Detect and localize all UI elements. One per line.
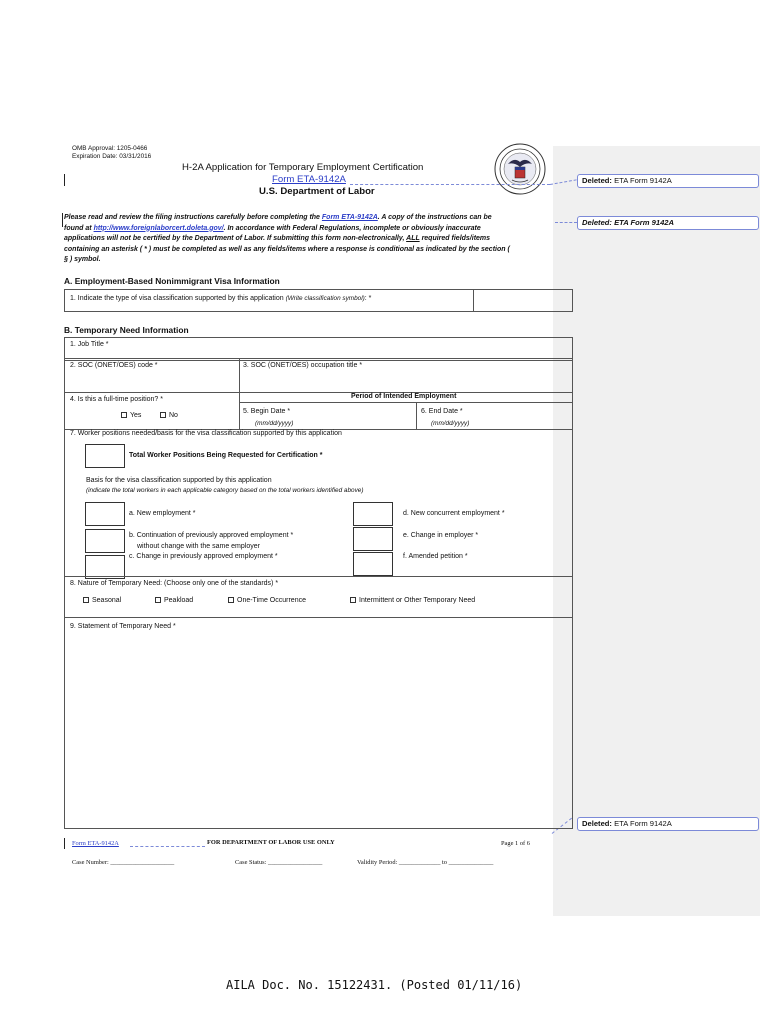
nature-of-need-label: 8. Nature of Temporary Need: (Choose only one of the standards) * — [70, 580, 279, 587]
intermittent-option[interactable]: Intermittent or Other Temporary Need — [350, 597, 475, 604]
change-bar — [64, 838, 65, 849]
visa-classification-input[interactable] — [473, 289, 573, 312]
change-bar — [62, 213, 63, 227]
comment-connector — [350, 184, 550, 185]
total-workers-label: Total Worker Positions Being Requested for Certification * — [129, 452, 323, 459]
comment-deleted-1[interactable]: Deleted: ETA Form 9142A — [577, 174, 759, 188]
aila-doc-number: AILA Doc. No. 15122431. (Posted 01/11/16) — [226, 978, 523, 992]
change-bar — [64, 174, 65, 186]
form-link-footer[interactable]: Form ETA-9142A — [72, 840, 119, 847]
page-title: H-2A Application for Temporary Employment Certification — [182, 162, 424, 173]
statement-of-need-label: 9. Statement of Temporary Need * — [70, 623, 176, 630]
department-name: U.S. Department of Labor — [259, 186, 375, 197]
worker-positions-label: 7. Worker positions needed/basis for the visa classification supported by this application — [70, 430, 342, 437]
continuation-label: b. Continuation of previously approved employment * — [129, 532, 294, 539]
soc-title-label: 3. SOC (ONET/OES) occupation title * — [243, 362, 363, 369]
case-status: Case Status: _________________ — [235, 859, 323, 866]
omb-approval: OMB Approval: 1205-0466 — [72, 145, 148, 152]
seasonal-checkbox[interactable] — [83, 597, 89, 603]
one-time-checkbox[interactable] — [228, 597, 234, 603]
visa-classification-label: 1. Indicate the type of visa classification supported by this application (Write classification symbol): * — [70, 295, 372, 302]
intermittent-checkbox[interactable] — [350, 597, 356, 603]
period-heading: Period of Intended Employment — [351, 393, 457, 400]
comment-margin-pane — [553, 146, 760, 916]
full-time-label: 4. Is this a full-time position? * — [70, 396, 163, 403]
validity-period: Validity Period: _____________ to ______________ — [357, 859, 494, 866]
amended-petition-label: f. Amended petition * — [403, 553, 468, 560]
form-link-header[interactable]: Form ETA-9142A — [272, 174, 346, 185]
section-b-heading: B. Temporary Need Information — [64, 325, 189, 335]
change-approved-label: c. Change in previously approved employment * — [129, 553, 278, 560]
end-date-label: 6. End Date * — [421, 408, 463, 415]
one-time-option[interactable]: One-Time Occurrence — [228, 597, 306, 604]
seasonal-option[interactable]: Seasonal — [83, 597, 121, 604]
no-option[interactable]: No — [160, 412, 178, 419]
comment-deleted-2[interactable]: Deleted: ETA Form 9142A — [577, 216, 759, 230]
continuation-label-2: without change with the same employer — [137, 543, 260, 550]
change-employer-label: e. Change in employer * — [403, 532, 479, 539]
foreign-labor-url-link[interactable]: http://www.foreignlaborcert.doleta.gov/ — [93, 224, 224, 232]
dol-seal-icon — [494, 143, 546, 195]
statement-of-need-field[interactable] — [64, 617, 573, 829]
soc-code-label: 2. SOC (ONET/OES) code * — [70, 362, 158, 369]
basis-label: Basis for the visa classification supported by this application — [86, 477, 272, 484]
peakload-option[interactable]: Peakload — [155, 597, 193, 604]
total-workers-input[interactable] — [85, 444, 125, 468]
no-checkbox[interactable] — [160, 412, 166, 418]
begin-date-format: (mm/dd/yyyy) — [255, 420, 294, 427]
job-title-label: 1. Job Title * — [70, 341, 109, 348]
end-date-format: (mm/dd/yyyy) — [431, 420, 470, 427]
instructions-paragraph: Please read and review the filing instructions carefully before completing the Form ETA-9142A. A copy of the instructions can be found at http://www.foreignlaborcert.doleta.gov/. In accordance with Federal Regulations, incomplete or obviously inaccurate applications will not be certified by the Department of Labor. If submitting this form non-electronically, ALL required fields/items containing an asterisk ( * ) must be completed as well as any fields/items where a response is conditional as indicated by the section ( § ) symbol. — [64, 214, 510, 263]
begin-date-label: 5. Begin Date * — [243, 408, 291, 415]
yes-option[interactable]: Yes — [121, 412, 141, 419]
form-link-instructions[interactable]: Form ETA-9142A — [321, 214, 378, 221]
new-concurrent-label: d. New concurrent employment * — [403, 510, 505, 517]
expiration-date: Expiration Date: 03/31/2016 — [72, 153, 152, 160]
comment-deleted-3[interactable]: Deleted: ETA Form 9142A — [577, 817, 759, 831]
basis-hint: (indicate the total workers in each applicable category based on the total workers identified above) — [86, 487, 364, 494]
yes-checkbox[interactable] — [121, 412, 127, 418]
new-employment-label: a. New employment * — [129, 510, 196, 517]
peakload-checkbox[interactable] — [155, 597, 161, 603]
section-a-heading: A. Employment-Based Nonimmigrant Visa Information — [64, 276, 280, 286]
amended-petition-input[interactable] — [353, 552, 393, 576]
change-employer-input[interactable] — [353, 527, 393, 551]
new-concurrent-input[interactable] — [353, 502, 393, 526]
case-number: Case Number: ____________________ — [72, 859, 175, 866]
dol-use-only: FOR DEPARTMENT OF LABOR USE ONLY — [207, 839, 335, 846]
page-number: Page 1 of 6 — [501, 840, 530, 847]
new-employment-input[interactable] — [85, 502, 125, 526]
comment-connector — [130, 846, 205, 847]
continuation-input[interactable] — [85, 529, 125, 553]
